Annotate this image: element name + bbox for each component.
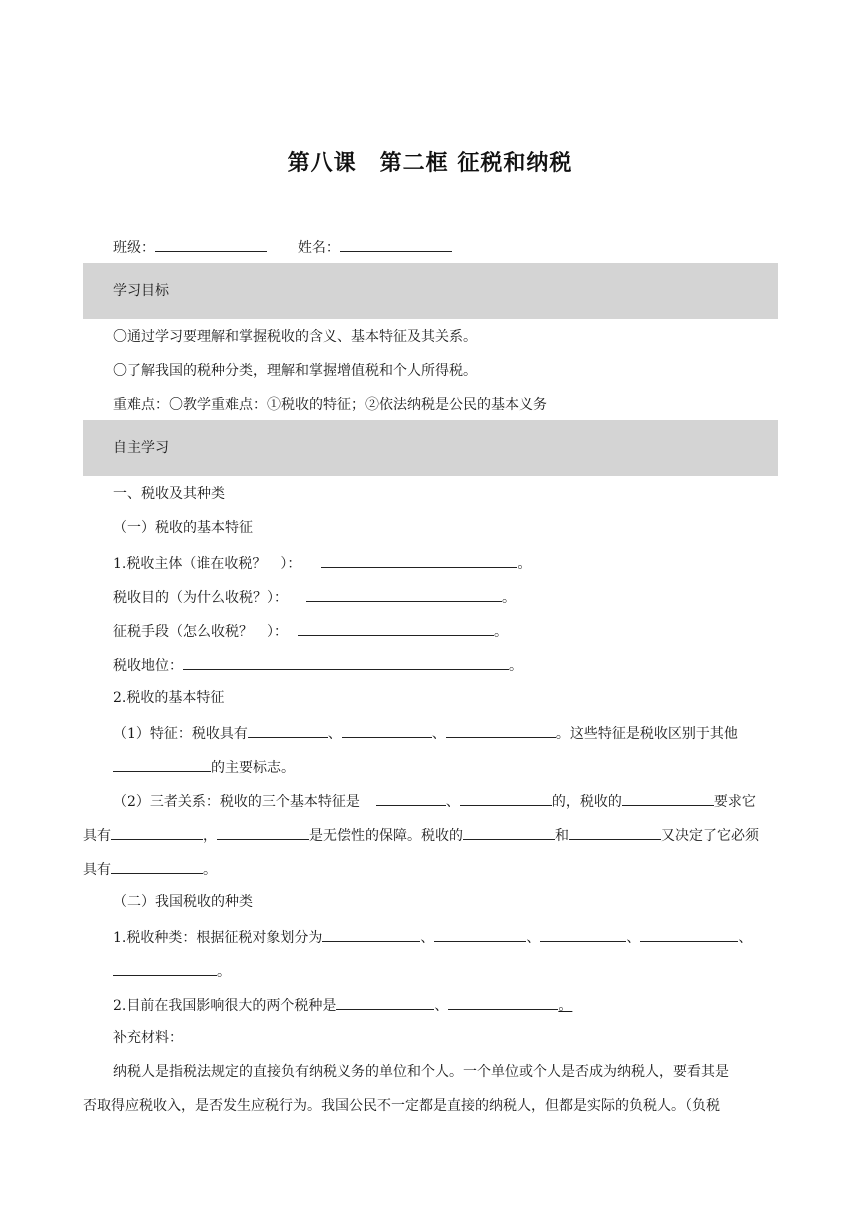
supplement-paragraph-line-2: 否取得应税收入，是否发生应税行为。我国公民不一定都是直接的纳税人，但都是实际的负税人。（负税 [83,1098,720,1114]
page-title: 第八课 第二框 征税和纳税 [287,151,573,176]
answer-blank[interactable] [463,824,555,840]
goal-1: 〇通过学习要理解和掌握税收的含义、基本特征及其关系。 [113,329,477,345]
answer-blank[interactable] [298,620,494,636]
answer-blank[interactable] [322,926,420,942]
question-status-text: 税收地位： [113,658,183,674]
answer-blank[interactable] [342,722,432,738]
class-label: 班级： [113,240,155,256]
answer-blank[interactable] [460,790,552,806]
separator: 、 [738,930,753,946]
supplement-paragraph-line-1: 纳税人是指税法规定的直接负有纳税义务的单位和个人。一个单位或个人是否成为纳税人，要看其是 [113,1064,729,1080]
answer-blank[interactable] [113,756,211,772]
sub1-heading: （一）税收的基本特征 [113,520,253,536]
period: 。 [509,658,523,674]
separator: 、 [431,726,446,742]
relation-line-2 [83,824,759,846]
relation-line-1 [113,790,756,812]
question-means-text: 征税手段（怎么收税？ ）： [113,624,288,640]
relation-text: 要求它 [713,794,756,810]
goal-key-points: 重难点：〇教学重难点：①税收的特征；②依法纳税是公民的基本义务 [113,397,547,413]
answer-blank[interactable] [321,552,517,568]
period: 。 [217,964,231,980]
relation-text: 又决定了它必须 [661,828,759,844]
separator: 、 [526,930,541,946]
answer-blank[interactable] [434,926,526,942]
relation-text: 和 [555,828,569,844]
answer-blank[interactable] [336,994,434,1010]
period: 。 [517,556,532,572]
features-text: 。这些特征是税收区别于其他 [555,726,738,742]
part1-heading: 一、税收及其种类 [113,486,225,502]
major-taxes-line [113,994,572,1016]
class-name-row [113,236,452,258]
answer-blank[interactable] [113,960,217,976]
kinds-line-1 [113,926,752,948]
relation-text: 的，税收的 [551,794,622,810]
name-label: 姓名： [297,240,340,256]
relation-line-3 [83,858,217,880]
section-goals [83,263,778,319]
section-self-study [83,420,778,476]
relation-text: （2）三者关系：税收的三个基本特征是 [113,794,360,810]
features-heading: 2.税收的基本特征 [113,690,225,706]
section-goals-title: 学习目标 [113,283,169,299]
features-line-1 [113,722,738,744]
relation-text: 具有 [83,828,111,844]
answer-blank[interactable] [540,926,626,942]
question-purpose [113,586,516,608]
sub2-heading: （二）我国税收的种类 [113,894,253,910]
question-status [113,654,523,676]
answer-blank[interactable] [446,722,556,738]
answer-blank[interactable] [183,654,509,670]
question-subject [113,552,531,574]
class-field[interactable] [155,236,267,252]
goal-2: 〇了解我国的税种分类，理解和掌握增值税和个人所得税。 [113,363,477,379]
separator: 、 [434,998,449,1014]
separator: 、 [327,726,342,742]
name-field[interactable] [340,236,452,252]
answer-blank[interactable] [111,824,203,840]
answer-blank[interactable] [248,722,328,738]
features-line-2 [113,756,295,778]
separator: 、 [420,930,435,946]
features-text: （1）特征：税收具有 [113,726,248,742]
period: 。 [558,998,573,1014]
relation-text: 具有 [83,862,111,878]
relation-text: ， [203,828,217,844]
question-purpose-text: 税收目的（为什么收税？）： [113,590,288,606]
answer-blank[interactable] [622,790,714,806]
answer-blank[interactable] [376,790,446,806]
period: 。 [502,590,516,606]
answer-blank[interactable] [111,858,203,874]
question-subject-text: 1.税收主体（谁在收税？ ）： [113,556,302,572]
answer-blank[interactable] [306,586,502,602]
period: 。 [494,624,508,640]
section-self-study-title: 自主学习 [113,440,169,456]
answer-blank[interactable] [448,994,558,1010]
question-means [113,620,508,642]
supplement-label: 补充材料： [113,1030,183,1046]
separator: 、 [626,930,641,946]
period: 。 [203,862,217,878]
relation-text: 是无偿性的保障。税收的 [309,828,463,844]
features-text: 的主要标志。 [211,760,295,776]
answer-blank[interactable] [569,824,661,840]
major-taxes-text: 2.目前在我国影响很大的两个税种是 [113,998,337,1014]
kinds-text: 1.税收种类：根据征税对象划分为 [113,930,323,946]
answer-blank[interactable] [640,926,738,942]
separator: 、 [445,794,460,810]
kinds-line-2 [113,960,231,982]
answer-blank[interactable] [217,824,309,840]
